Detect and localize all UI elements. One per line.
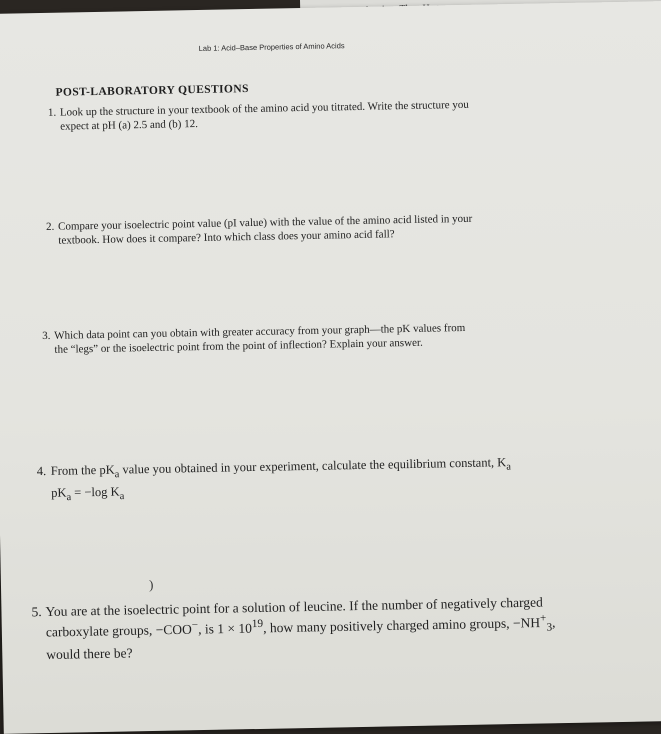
question-number: 3. — [42, 329, 51, 343]
question-number: 5. — [31, 604, 42, 620]
question-text: Look up the structure in your textbook of the amino acid you titrated. Write the structure you — [59, 98, 469, 119]
formula-text: = −log K — [70, 484, 120, 500]
question-number: 1. — [47, 106, 57, 119]
question-1 — [48, 95, 608, 134]
handwritten-mark: ) — [148, 576, 154, 593]
question-2 — [46, 209, 611, 248]
question-number: 4. — [36, 464, 47, 479]
subscript: a — [114, 469, 120, 481]
worksheet-page — [0, 1, 661, 734]
question-text: value you obtained in your experiment, calculate the equilibrium constant, K — [119, 455, 507, 477]
formula-text: pK — [51, 485, 67, 500]
question-4 — [37, 451, 661, 506]
page-header: Lab 1: Acid–Base Properties of Amino Acids — [198, 41, 345, 53]
subscript: a — [66, 491, 72, 503]
question-text: Compare your isoelectric point value (pI value) with the value of the amino acid listed in your — [57, 212, 473, 233]
subscript: a — [506, 461, 512, 473]
question-number: 2. — [45, 220, 55, 233]
question-text: , — [551, 614, 556, 630]
subscript: 3 — [546, 621, 553, 634]
section-title: POST-LABORATORY QUESTIONS — [55, 83, 249, 99]
superscript: − — [191, 619, 199, 632]
question-text: carboxylate groups, −COO — [45, 621, 192, 640]
question-text: From the pK — [50, 462, 115, 478]
question-text: , is 1 × 10 — [198, 620, 253, 637]
question-text: expect at pH (a) 2.5 and (b) 12. — [60, 118, 199, 133]
question-5 — [31, 591, 661, 664]
question-text: would there be? — [46, 645, 133, 663]
question-text: , how many positively charged amino groups, −NH — [263, 615, 541, 636]
superscript: + — [539, 612, 547, 625]
question-text: the “legs” or the isoelectric point from the point of inflection? Explain your answer. — [54, 336, 423, 356]
superscript: 19 — [251, 617, 264, 631]
question-text: textbook. How does it compare? Into which class does your amino acid fall? — [58, 228, 395, 247]
question-3 — [42, 318, 627, 357]
subscript: a — [119, 490, 125, 502]
question-text: You are at the isoelectric point for a solution of leucine. If the number of negatively charged — [45, 594, 543, 620]
question-text: Which data point can you obtain with greater accuracy from your graph—the pK values from — [54, 321, 466, 342]
